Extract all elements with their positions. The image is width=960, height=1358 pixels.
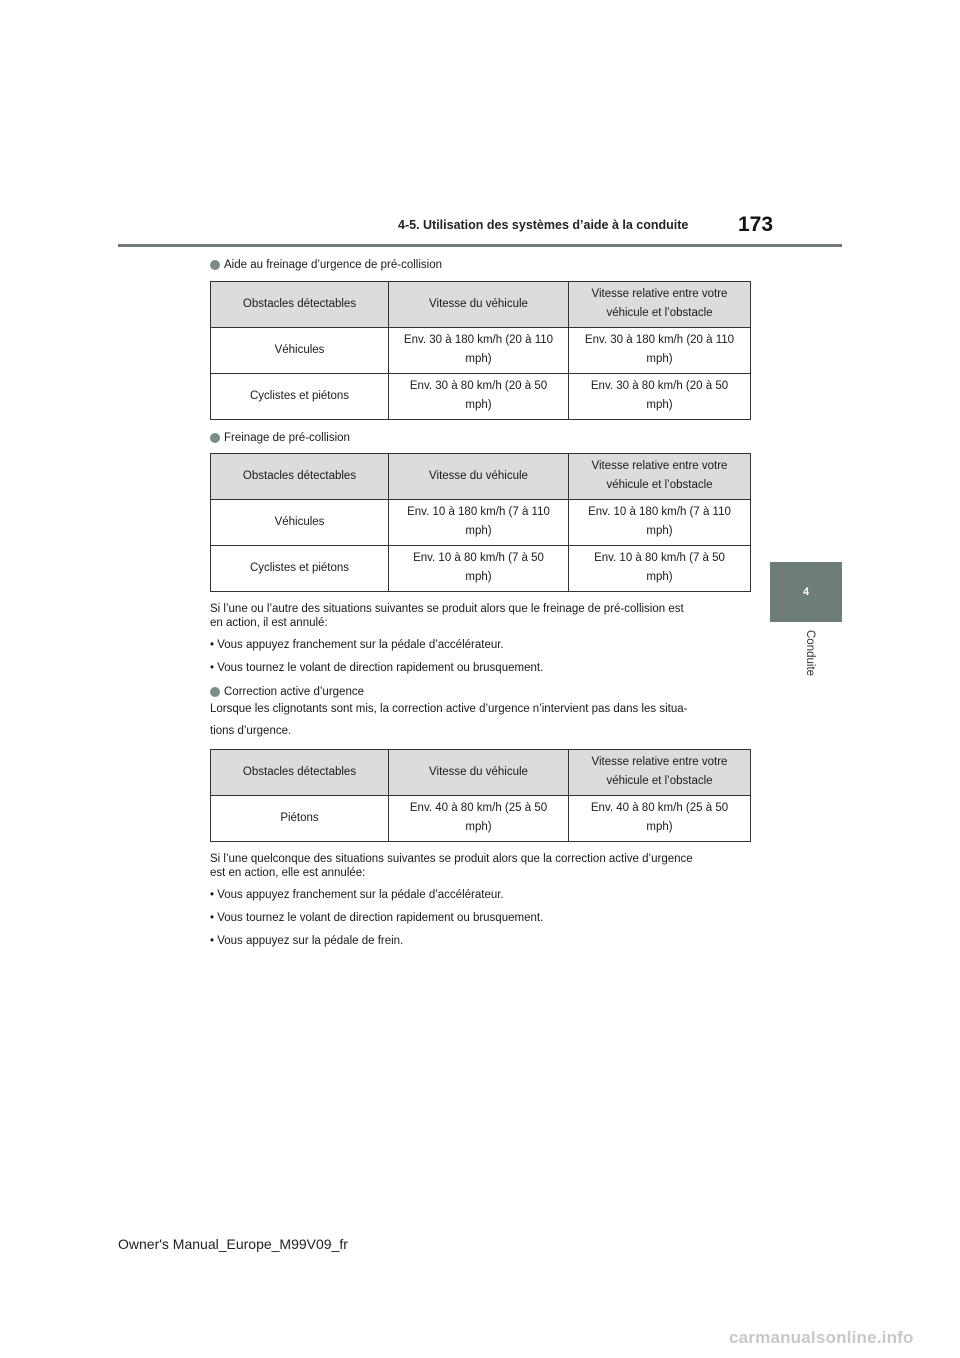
spec-table	[210, 749, 751, 842]
table-row	[211, 796, 751, 842]
table-cell: Véhicules	[211, 328, 389, 374]
header-cell: Vitesse relative entre votre véhicule et l’obstacle	[569, 282, 751, 328]
table-row	[211, 328, 751, 374]
manual-id: Owner's Manual_Europe_M99V09_fr	[118, 1236, 348, 1252]
table-cell: Env. 10 à 80 km/h (7 à 50 mph)	[389, 546, 569, 592]
watermark: carmanualsonline.info	[729, 1328, 914, 1347]
table-cell: Env. 30 à 80 km/h (20 à 50 mph)	[569, 374, 751, 420]
table-cell: Env. 30 à 180 km/h (20 à 110 mph)	[569, 328, 751, 374]
section-heading-text: Freinage de pré-collision	[224, 432, 350, 444]
table-row	[211, 500, 751, 546]
page-content	[210, 255, 750, 957]
table-cell: Cyclistes et piétons	[211, 546, 389, 592]
table-cell: Env. 10 à 180 km/h (7 à 110 mph)	[389, 500, 569, 546]
list-item: • Vous tournez le volant de direction rapidement ou brusquement.	[210, 912, 544, 924]
table-cell: Env. 10 à 80 km/h (7 à 50 mph)	[569, 546, 751, 592]
table-cell: Véhicules	[211, 500, 389, 546]
header-cell: Vitesse relative entre votre véhicule et l’obstacle	[569, 750, 751, 796]
paragraph: Si l’une quelconque des situations suivantes se produit alors que la correction active d’urgence est en action, elle est annulée:	[210, 853, 693, 879]
section-title: 4-5. Utilisation des systèmes d’aide à la conduite	[398, 218, 689, 232]
table-header-row	[211, 750, 751, 796]
spec-table	[210, 281, 751, 420]
list-item: • Vous appuyez sur la pédale de frein.	[210, 935, 404, 947]
header-cell: Vitesse du véhicule	[389, 454, 569, 500]
table-cell: Cyclistes et piétons	[211, 374, 389, 420]
bullet-icon	[210, 433, 220, 443]
bullet-icon	[210, 687, 220, 697]
list-item: • Vous appuyez franchement sur la pédale d’accélérateur.	[210, 889, 504, 901]
spec-table	[210, 453, 751, 592]
header-cell: Obstacles détectables	[211, 750, 389, 796]
table-cell: Env. 30 à 180 km/h (20 à 110 mph)	[389, 328, 569, 374]
header-cell: Vitesse relative entre votre véhicule et l’obstacle	[569, 454, 751, 500]
table-header-row	[211, 282, 751, 328]
section-heading-text: Correction active d’urgence	[224, 686, 364, 698]
header-cell: Obstacles détectables	[211, 454, 389, 500]
list-item: • Vous appuyez franchement sur la pédale d’accélérateur.	[210, 639, 504, 651]
paragraph: Si l’une ou l’autre des situations suivantes se produit alors que le freinage de pré-collision est en action, il est annulé:	[210, 603, 684, 629]
header-cell: Vitesse du véhicule	[389, 750, 569, 796]
bullet-icon	[210, 260, 220, 270]
list-item: • Vous tournez le volant de direction rapidement ou brusquement.	[210, 662, 544, 674]
chapter-number: 4	[802, 586, 810, 598]
header-divider	[118, 244, 842, 247]
table-cell: Piétons	[211, 796, 389, 842]
table-cell: Env. 40 à 80 km/h (25 à 50 mph)	[569, 796, 751, 842]
table-cell: Env. 10 à 180 km/h (7 à 110 mph)	[569, 500, 751, 546]
page-number: 173	[738, 213, 774, 236]
chapter-label: Conduite	[804, 630, 816, 677]
table-row	[211, 546, 751, 592]
section-heading	[210, 257, 750, 273]
paragraph: Lorsque les clignotants sont mis, la correction active d’urgence n’intervient pas dans les situa- tions d’urgence.	[210, 703, 688, 737]
table-row	[211, 374, 751, 420]
chapter-tab[interactable]	[770, 562, 842, 622]
section-heading	[210, 430, 750, 446]
table-cell: Env. 30 à 80 km/h (20 à 50 mph)	[389, 374, 569, 420]
table-header-row	[211, 454, 751, 500]
header-cell: Vitesse du véhicule	[389, 282, 569, 328]
table-cell: Env. 40 à 80 km/h (25 à 50 mph)	[389, 796, 569, 842]
section-heading-text: Aide au freinage d’urgence de pré-collision	[224, 259, 443, 271]
header-cell: Obstacles détectables	[211, 282, 389, 328]
